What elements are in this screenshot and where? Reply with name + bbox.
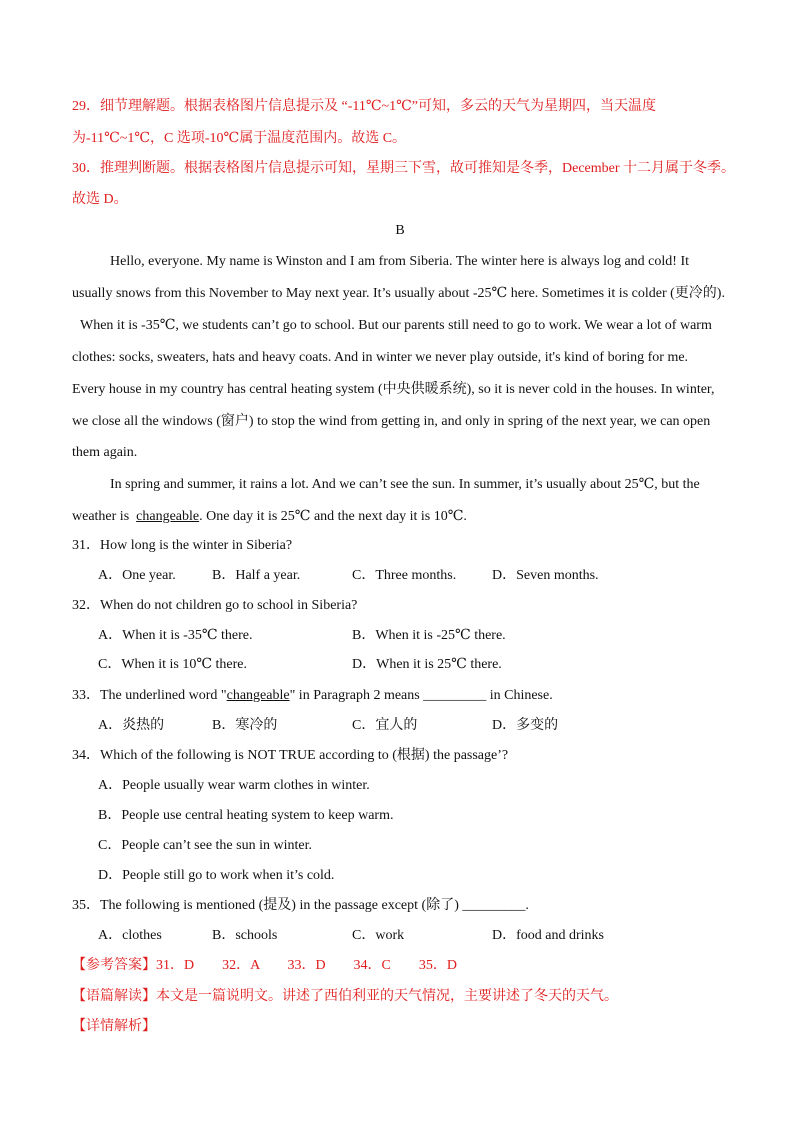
q33-option-a[interactable]: A．炎热的 [98, 718, 165, 733]
q34-option-d[interactable]: D．People still go to work when it’s cold. [98, 868, 335, 883]
q34-stem: 34．Which of the following is NOT TRUE according to (根据) the passage’? [72, 748, 509, 763]
passage-line: usually snows from this November to May next year. It’s usually about -25℃ here. Sometimes it is colder (更冷的). [72, 286, 725, 301]
q35-option-a[interactable]: A．clothes [98, 928, 162, 943]
underlined-word: changeable [136, 509, 200, 524]
q35-stem: 35．The following is mentioned (提及) in the passage except (除了) _________. [72, 898, 529, 913]
passage-line: Every house in my country has central heating system (中央供暖系统), so it is never cold in the houses. In winter, [72, 382, 715, 397]
reference-answers: 【参考答案】31．D 32．A 33．D 34．C 35．D [72, 958, 458, 973]
q31-stem: 31．How long is the winter in Siberia? [72, 538, 293, 553]
passage-line: In spring and summer, it rains a lot. And we can’t see the sun. In summer, it’s usually about 25℃, but the [110, 477, 700, 492]
q32-option-a[interactable]: A．When it is -35℃ there. [98, 628, 253, 643]
q31-option-a[interactable]: A．One year. [98, 568, 176, 583]
passage-text: . One day it is 25℃ and the next day it is 10℃. [199, 509, 467, 524]
q34-option-a[interactable]: A．People usually wear warm clothes in winter. [98, 778, 370, 793]
q32-option-b[interactable]: B．When it is -25℃ there. [352, 628, 506, 643]
q33-stem [72, 686, 553, 706]
q31-option-d[interactable]: D．Seven months. [492, 568, 599, 583]
q30-explanation-line2: 故选 D。 [72, 192, 128, 207]
passage-line-2 [72, 507, 467, 527]
q35-option-c[interactable]: C．work [352, 928, 405, 943]
passage-interpretation: 【语篇解读】本文是一篇说明文。讲述了西伯利亚的天气情况，主要讲述了冬天的天气。 [72, 989, 618, 1004]
q33-stem-text: 33．The underlined word " [72, 688, 227, 703]
q29-explanation-line2: 为-11℃~1℃，C 选项-10℃属于温度范围内。故选 C。 [72, 131, 407, 146]
passage-line: When it is -35℃, we students can’t go to school. But our parents still need to go to work. We wear a lot of warm [80, 318, 712, 333]
q33-underlined-word: changeable [226, 688, 290, 703]
q31-option-c[interactable]: C．Three months. [352, 568, 457, 583]
q33-stem-text: " in Paragraph 2 means _________ in Chinese. [289, 688, 553, 703]
detailed-analysis-heading: 【详情解析】 [72, 1019, 156, 1034]
q32-option-c[interactable]: C．When it is 10℃ there. [98, 657, 248, 672]
q29-explanation-line1: 29．细节理解题。根据表格图片信息提示及 “-11℃~1℃”可知，多云的天气为星期四，当天温度 [72, 99, 656, 114]
q34-option-b[interactable]: B．People use central heating system to keep warm. [98, 808, 394, 823]
q31-option-b[interactable]: B．Half a year. [212, 568, 301, 583]
passage-text: weather is [72, 509, 130, 524]
q32-stem: 32．When do not children go to school in Siberia? [72, 598, 358, 613]
passage-line: them again. [72, 445, 138, 460]
q33-option-b[interactable]: B．寒冷的 [212, 718, 278, 733]
q35-option-d[interactable]: D．food and drinks [492, 928, 604, 943]
section-label: B [395, 223, 405, 238]
q35-option-b[interactable]: B．schools [212, 928, 278, 943]
q33-option-d[interactable]: D．多变的 [492, 718, 559, 733]
q30-explanation-line1: 30．推理判断题。根据表格图片信息提示可知，星期三下雪，故可推知是冬季，December 十二月属于冬季。 [72, 161, 736, 176]
passage-line: clothes: socks, sweaters, hats and heavy coats. And in winter we never play outside, it's kind of boring for me. [72, 350, 689, 365]
q32-option-d[interactable]: D．When it is 25℃ there. [352, 657, 502, 672]
q34-option-c[interactable]: C．People can’t see the sun in winter. [98, 838, 312, 853]
passage-line: Hello, everyone. My name is Winston and I am from Siberia. The winter here is always log and cold! It [110, 254, 689, 269]
q33-option-c[interactable]: C．宜人的 [352, 718, 418, 733]
passage-line: we close all the windows (窗户) to stop the wind from getting in, and only in spring of the next year, we can open [72, 414, 711, 429]
